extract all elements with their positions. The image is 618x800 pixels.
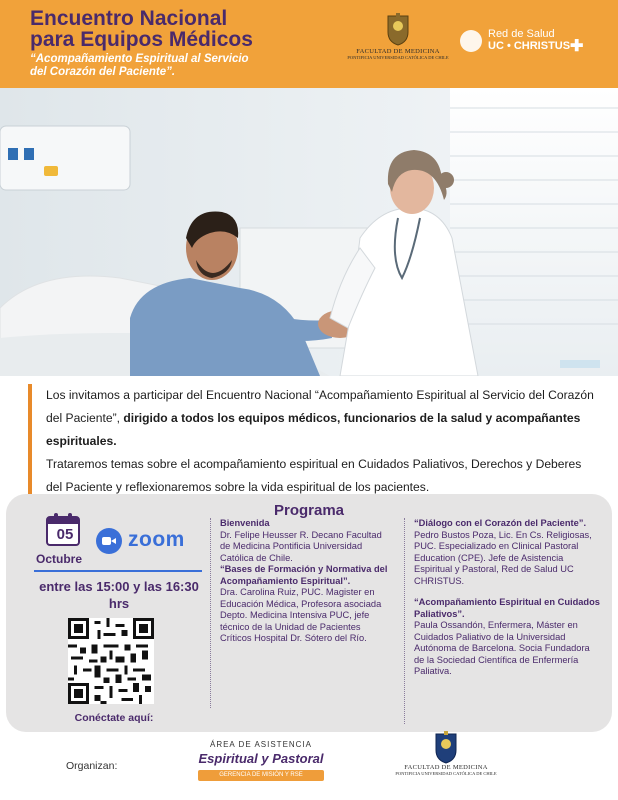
- facultad-medicina-logo: FACULTAD DE MEDICINA PONTIFICIA UNIVERSIDAD CATÓLICA DE CHILE: [336, 12, 460, 78]
- header-banner: [0, 0, 618, 88]
- event-title: Encuentro Nacional para Equipos Médicos: [30, 7, 253, 51]
- connect-label: Conéctate aquí:: [74, 712, 154, 724]
- event-month: Octubre: [36, 552, 83, 566]
- asistencia-espiritual-logo: ÁREA DE ASISTENCIA Espiritual y Pastoral GERENCIA DE MISIÓN Y RSE: [198, 740, 324, 781]
- program-column-1: [210, 518, 390, 708]
- intro-paragraph-1: Los invitamos a participar del Encuentro Nacional “Acompañamiento Espiritual al Servicio del Corazón del Paciente”, dirigido a todos los equipos médicos, funcionarios de la salud y acompañantes espirituales.: [46, 388, 594, 448]
- session-description: Dr. Felipe Heusser R. Decano Facultad de Medicina Pontificia Universidad Católica de Chile.: [220, 529, 382, 563]
- program-panel: Programa 05 Octubre zoom entre las 15:00 y las 16:30 hrs Conéctate aquí: Bienvenida Dr. Felipe Heusser R. Decano Facultad de Medicina Pontificia Universidad Católica de Chile. “Bases de Formación y Normativa del Acompañamiento Espiritual”. Dra. Carolina Ruiz, PUC. Magister en Educación Médica, Profesora asociada Depto. Medicina Intensiva PUC, jefe técnico de la Unidad de Pacientes Críticos Hospital Dr. Sótero del Río. “Diálogo con el Corazón del Paciente”. Pedro Bustos Poza, Lic. En Cs. Religiosas, PUC. Especializado en Clinical Pastoral Education (CPE). Jefe de Asistencia Espiritual y Pastoral, Red de Salud UC CHRISTUS. “Acompañamiento Espiritual en Cuidados Paliativos”. Paula Ossandón, Enfermera, Máster en Cuidados Paliativo de la Universidad Autónoma de Barcelona. Socia Fundadora de la Sociedad Científica de Enfermería Paliativa.: [6, 494, 612, 732]
- session-heading: “Acompañamiento Espiritual en Cuidados Paliativos”.: [414, 597, 600, 619]
- session-heading: “Bases de Formación y Normativa del Acompañamiento Espiritual”.: [220, 564, 388, 586]
- doctor-patient-illustration: [0, 88, 618, 376]
- session-description: Paula Ossandón, Enfermera, Máster en Cuidados Paliativo de la Universidad Autónoma de Barcelona. Socia Fundadora de la Sociedad Científica de Enfermería Paliativa.: [414, 620, 590, 676]
- university-crest-icon: [385, 12, 411, 46]
- program-column-2: [404, 518, 602, 724]
- event-subtitle: “Acompañamiento Espiritual al Servicio del Corazón del Paciente”.: [30, 53, 249, 78]
- intro-paragraph-2: Trataremos temas sobre el acompañamiento espiritual en Cuidados Paliativos, Derechos y Deberes del Paciente y reflexionaremos sobre la vida espiritual de los pacientes.: [46, 457, 582, 494]
- event-time: entre las 15:00 y las 16:30 hrs: [39, 579, 199, 611]
- session-heading: “Diálogo con el Corazón del Paciente”.: [414, 518, 587, 528]
- red-salud-emblem-icon: [460, 30, 482, 52]
- event-day: 05: [56, 526, 74, 543]
- qr-code[interactable]: [68, 618, 154, 704]
- facultad-medicina-footer-logo: FACULTAD DE MEDICINA PONTIFICIA UNIVERSIDAD CATÓLICA DE CHILE: [376, 730, 516, 776]
- hero-photo: [0, 88, 618, 376]
- red-salud-uc-christus-logo: Red de Salud UC • CHRISTUS ✚: [460, 28, 610, 62]
- session-description: Pedro Bustos Poza, Lic. En Cs. Religiosas, PUC. Especializado en Clinical Pastoral Education (CPE). Jefe de Asistencia Espiritual y Pastoral, Red de Salud UC CHRISTUS.: [414, 529, 592, 586]
- intro-text: [28, 384, 594, 499]
- qr-code-icon: [68, 618, 154, 704]
- university-crest-icon: [433, 730, 459, 764]
- program-title: Programa: [273, 502, 345, 519]
- calendar-icon: [46, 516, 86, 546]
- zoom-camera-icon: [96, 528, 122, 554]
- session-heading: Bienvenida: [220, 518, 270, 528]
- divider: [34, 570, 202, 572]
- christus-cross-icon: ✚: [570, 38, 584, 55]
- organizers-label: Organizan:: [66, 760, 118, 772]
- session-description: Dra. Carolina Ruiz, PUC. Magister en Educación Médica, Profesora asociada Depto. Medicina Intensiva PUC, jefe técnico de la Unidad de Pacientes Críticos Hospital Dr. Sótero del Río.: [220, 587, 382, 643]
